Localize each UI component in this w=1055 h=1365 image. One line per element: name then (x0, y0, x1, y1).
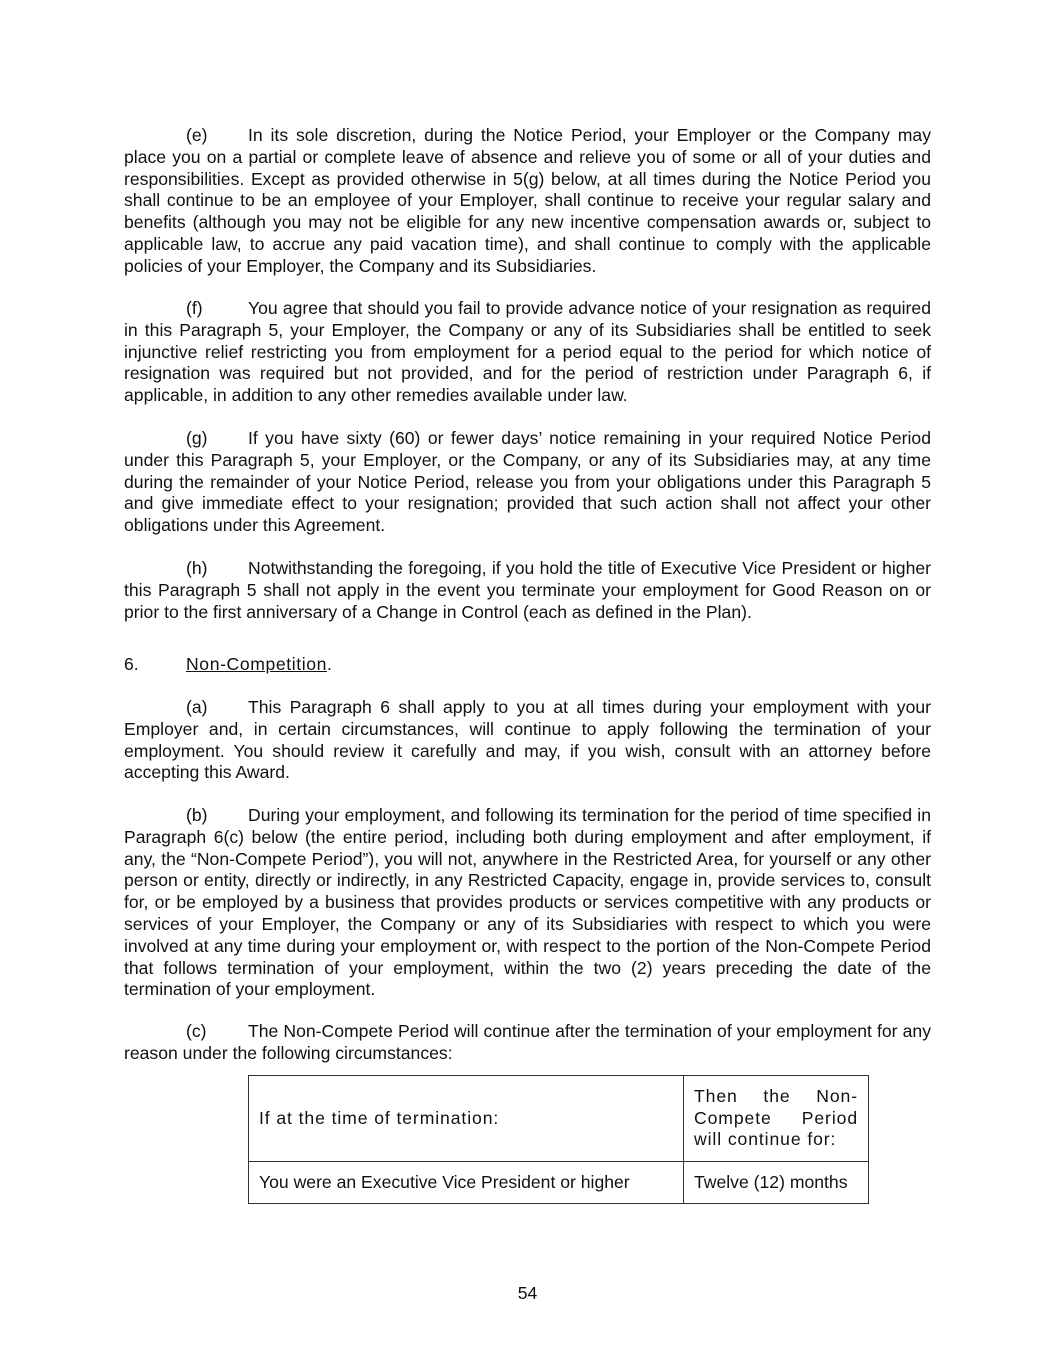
paragraph-6a (124, 697, 931, 784)
paragraph-5h (124, 558, 931, 623)
paragraph-label: (b) (186, 805, 208, 825)
table-header-cell: Then the Non-Compete Period will continue for: (684, 1076, 869, 1162)
paragraph-label: (g) (186, 428, 208, 448)
section-title: Non-Competition (186, 654, 328, 674)
section-number: 6. (124, 654, 139, 674)
paragraph-text: This Paragraph 6 shall apply to you at all times during your employment with your Employer and, in certain circumstances, will continue to apply following the termination of your employment. You should review it carefully and may, if you wish, consult with an attorney before accepting this Award. (124, 697, 931, 783)
section-heading: 6. Non-Competition. (124, 654, 332, 674)
table-cell: You were an Executive Vice President or higher (249, 1162, 684, 1204)
paragraph-text: You agree that should you fail to provide advance notice of your resignation as required in this Paragraph 5, your Employer, the Company or any of its Subsidiaries shall be entitled to seek injunctive relief restricting you from employment for a period equal to the period for which notice of resignation was required but not provided, and for the period of restriction under Paragraph 6, if applicable, in addition to any other remedies available under law. (124, 298, 931, 406)
paragraph-label: (h) (186, 558, 208, 578)
paragraph-6c (124, 1021, 931, 1065)
paragraph-text: During your employment, and following its termination for the period of time specified in Paragraph 6(c) below (the entire period, including both during employment and after employment, if any, the “Non-Compete Period”), you will not, anywhere in the Restricted Area, for yourself or any other person or entity, directly or indirectly, in any Restricted Capacity, engage in, provide services to, consult for, or be employed by a business that provides products or services competitive with any products or services of your Employer, the Company or any of its Subsidiaries with respect to which you were involved at any time during your employment or, with respect to the portion of the Non-Compete Period that follows termination of your employment, within the two (2) years preceding the date of the termination of your employment. (124, 805, 931, 1000)
table-header-cell: If at the time of termination: (249, 1076, 684, 1162)
paragraph-6b (124, 805, 931, 1001)
paragraph-5e (124, 125, 931, 278)
page-number: 54 (517, 1283, 538, 1303)
paragraph-label: (e) (186, 125, 208, 145)
paragraph-text: In its sole discretion, during the Notice Period, your Employer or the Company may place you on a partial or complete leave of absence and relieve you of some or all of your duties and responsibilities. Except as provided otherwise in 5(g) below, at all times during the Notice Period you shall continue to be an employee of your Employer, shall continue to receive your regular salary and benefits (although you may not be eligible for any new incentive compensation awards or, subject to applicable law, to accrue any paid vacation time), and shall continue to comply with the applicable policies of your Employer, the Company and its Subsidiaries. (124, 125, 931, 276)
non-compete-table (248, 1075, 869, 1204)
paragraph-label: (c) (186, 1021, 207, 1041)
paragraph-5g (124, 428, 931, 537)
paragraph-5f (124, 298, 931, 407)
paragraph-text: If you have sixty (60) or fewer days’ notice remaining in your required Notice Period under this Paragraph 5, your Employer, or the Company, or any of its Subsidiaries may, at any time during the remainder of your Notice Period, release you from your obligations under this Paragraph 5 and give immediate effect to your resignation; provided that such action shall not affect your other obligations under this Agreement. (124, 428, 931, 536)
table-header-row (249, 1076, 869, 1162)
paragraph-text: Notwithstanding the foregoing, if you hold the title of Executive Vice President or higher this Paragraph 5 shall not apply in the event you terminate your employment for Good Reason on or prior to the first anniversary of a Change in Control (each as defined in the Plan). (124, 558, 931, 622)
paragraph-label: (a) (186, 697, 208, 717)
paragraph-text: The Non-Compete Period will continue after the termination of your employment for any reason under the following circumstances: (124, 1021, 931, 1063)
table-cell: Twelve (12) months (684, 1162, 869, 1204)
paragraph-label: (f) (186, 298, 203, 318)
table-row (249, 1162, 869, 1204)
